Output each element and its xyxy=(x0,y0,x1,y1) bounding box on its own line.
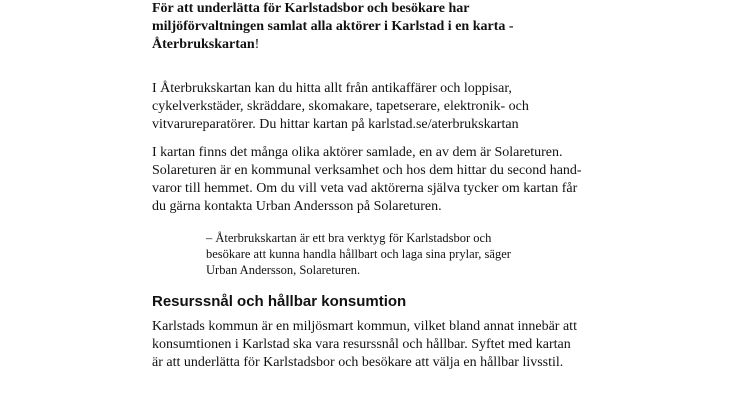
paragraph-line: Solareturen är en kommunal verksamhet och hos dem hittar du second hand- xyxy=(152,163,582,178)
intro-line: miljöförvaltningen samlat alla aktörer i Karlstad i en karta - xyxy=(152,19,514,34)
paragraph-line: I kartan finns det många olika aktörer samlade, en av dem är Solareturen. xyxy=(152,145,563,160)
paragraph-line: vitvarureparatörer. Du hittar kartan på karlstad.se/aterbrukskartan xyxy=(152,117,519,132)
intro-paragraph xyxy=(152,0,622,54)
paragraph-line: du gärna kontakta Urban Andersson på Solareturen. xyxy=(152,199,442,214)
intro-term: Återbrukskartan xyxy=(152,37,255,52)
paragraph-solareturen xyxy=(152,144,632,216)
quote-line: Urban Andersson, Solareturen. xyxy=(206,263,361,277)
paragraph-aterbrukskartan xyxy=(152,80,632,134)
quote-block xyxy=(206,230,566,278)
paragraph-resurssnal xyxy=(152,318,632,372)
quote-line: – Återbrukskartan är ett bra verktyg för Karlstadsbor och xyxy=(206,231,492,245)
paragraph-line: är att underlätta för Karlstadsbor och besökare att välja en hållbar livsstil. xyxy=(152,355,564,370)
paragraph-line: cykelverkstäder, skräddare, skomakare, tapetserare, elektronik- och xyxy=(152,99,529,114)
intro-line-last xyxy=(152,36,622,54)
paragraph-line: I Återbrukskartan kan du hitta allt från antikaffärer och loppisar, xyxy=(152,81,512,96)
paragraph-line: Karlstads kommun är en miljösmart kommun, vilket bland annat innebär att xyxy=(152,319,577,334)
paragraph-line: varor till hemmet. Om du vill veta vad aktörerna själva tycker om kartan får xyxy=(152,181,578,196)
paragraph-line: konsumtionen i Karlstad ska vara resurssnål och hållbar. Syftet med kartan xyxy=(152,337,571,352)
section-heading: Resurssnål och hållbar konsumtion xyxy=(152,293,407,310)
intro-line: För att underlätta för Karlstadsbor och besökare har xyxy=(152,1,470,16)
quote-line: besökare att kunna handla hållbart och laga sina prylar, säger xyxy=(206,247,511,261)
intro-punct: ! xyxy=(254,37,260,52)
